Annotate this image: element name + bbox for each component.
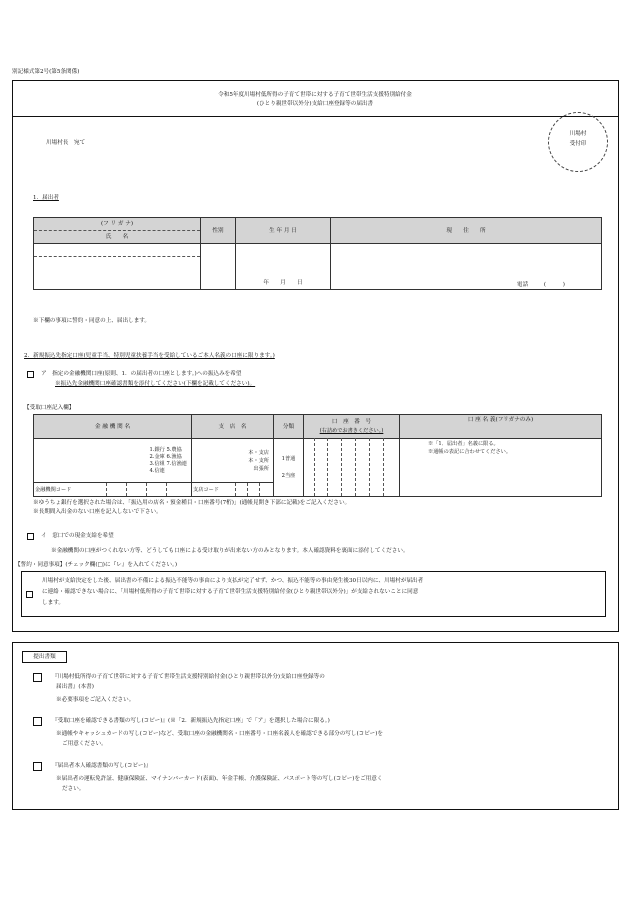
section2-heading: 2．新規振込先指定口座(児童手当、特別児童扶養手当を受給しているご本人名義の口座に限ります。) (24, 353, 275, 359)
option-i-checkbox[interactable] (27, 533, 34, 540)
bank-type-3: 3.信組 (149, 460, 165, 467)
doc2-note1: ※通帳やキャッシュカードの写し(コピー)など、受取口座の金融機関名・口座番号・口座名義人を確認できる部分の写し(コピー)を (56, 731, 384, 737)
branch-input[interactable] (192, 439, 274, 483)
form-code: 別記様式第2号(第5条関係) (12, 69, 80, 75)
receive-heading: 【受取口座記入欄】 (24, 405, 75, 411)
addressee: 川場村長 宛て (46, 140, 86, 146)
pledge-heading: 【誓約・同意事項】(チェック欄(□)に『レ』を入れてください。) (15, 562, 178, 568)
form-title-line2: (ひとり親世帯以外分)支給口座登録等の届出書 (256, 101, 374, 107)
bank-type-5: 5.農協 (166, 446, 182, 453)
seal-label-2: 受付印 (569, 141, 587, 147)
holder-note-1: ※「1．届出者」名義に限る。 (428, 441, 499, 447)
doc1-checkbox[interactable] (33, 673, 42, 682)
holder-header: 口 座 名 義(フリガナのみ) (400, 415, 602, 439)
section1-heading: 1．届出者 (33, 195, 59, 201)
doc1-note: ※必要事項をご記入ください。 (56, 697, 135, 703)
bank-header: 金 融 機 関 名 (34, 415, 192, 439)
bank-code-sep (106, 483, 107, 496)
account-header (304, 415, 400, 439)
branch-code-cell[interactable] (192, 483, 274, 497)
doc1-line1: 『川場村低所得の子育て世帯に対する子育て世帯生活支援特別給付金(ひとり親世帯以外分)支給口座登録等の (52, 674, 325, 680)
documents-frame (12, 642, 619, 810)
doc1-line2: 届出書』(本書) (56, 684, 94, 690)
account-label: 口 座 番 号 (331, 418, 372, 425)
option-a-checkbox[interactable] (27, 371, 34, 378)
branch-type-shuchojo: 出張所 (253, 465, 269, 472)
doc2-line1: 『受取口座を確認できる書類の写し(コピー)』(※「2．新規振込先指定口座」で「ア」を選択した場合に限る。) (52, 718, 330, 724)
doc3-checkbox[interactable] (33, 762, 42, 771)
option-i-note: ※金融機関の口座がつくれない方等、どうしても口座による受け取りが出来ない方のみとなります。本人確認資料を裏面に添付してください。 (51, 548, 409, 554)
bank-type-list (150, 447, 188, 475)
furigana-input[interactable] (34, 244, 200, 257)
account-digit-sep (341, 438, 342, 496)
branch-type-list (248, 449, 269, 473)
pledge-text-1: 川場村が支給決定をした後、届出書の不備による振込不能等の事由により支払が完了せず、かつ、振込不能等の事由発生後30日以内に、川場村が届出者 (42, 578, 424, 584)
address-header: 現 住 所 (331, 218, 602, 244)
bank-type-1: 1.銀行 (149, 446, 165, 453)
branch-type-honshisho: 本・支所 (248, 457, 269, 464)
branch-code-label: 支店コード (193, 486, 219, 493)
birth-header: 生 年 月 日 (236, 218, 331, 244)
option-i-label: イ 窓口での現金支給を希望 (41, 533, 114, 539)
branch-type-honshiten: 本・支店 (248, 449, 269, 456)
seal-label-1: 川場村 (569, 131, 587, 137)
holder-input[interactable] (400, 439, 602, 497)
name-label: 氏 名 (105, 234, 129, 240)
documents-heading: 提出書類 (33, 654, 56, 660)
phone-label: 電話 (516, 282, 529, 288)
pledge-note: ※下欄の事項に誓約・同意の上、届出します。 (33, 318, 151, 324)
doc3-line1: 『届出者本人確認書類の写し(コピー)』 (52, 763, 152, 769)
account-number-input[interactable] (304, 439, 400, 497)
yucho-note: ※ゆうちょ銀行を選択された場合は、「振込用の店名・預金種目・口座番号(7桁)」(通帳見開き下部に記載)をご記入ください。 (33, 500, 351, 506)
birth-input[interactable] (236, 244, 331, 290)
account-digit-sep (383, 438, 384, 496)
pledge-text-3: します。 (42, 600, 64, 606)
account-type-futsu: 1普通 (281, 455, 296, 462)
option-a-label: ア 指定の金融機関口座(原則、1．の届出者の口座とします。)への振込みを希望 (41, 371, 242, 377)
phone-paren: ( ) (543, 282, 565, 288)
bank-code-label: 金融機関コード (35, 486, 72, 493)
doc2-checkbox[interactable] (33, 717, 42, 726)
account-digit-sep (369, 438, 370, 496)
longterm-note: ※長期間入出金のない口座を記入しないで下さい。 (33, 509, 162, 515)
doc3-note2: ださい。 (62, 786, 85, 792)
bank-code-sep (126, 483, 127, 496)
bank-code-sep (146, 483, 147, 496)
birth-ymd: 年 月 日 (263, 280, 303, 286)
bank-code-sep (166, 483, 167, 496)
bank-type-4: 4.信連 (149, 467, 165, 474)
type-header: 分類 (274, 415, 304, 439)
pledge-text-2: に連絡・確認できない場合に、「川場村低所得の子育て世帯に対する子育て世帯生活支援特別給付金(ひとり親世帯以外分)」が支給されないことに同意 (42, 589, 419, 595)
account-digit-sep (327, 438, 328, 496)
doc2-note2: ご用意ください。 (62, 741, 107, 747)
account-type-toza: 2当座 (281, 472, 296, 479)
pledge-checkbox[interactable] (26, 591, 33, 598)
name-header-cell (34, 218, 201, 244)
account-table (33, 414, 602, 497)
bank-input[interactable] (34, 439, 192, 483)
gender-input[interactable] (201, 244, 236, 290)
address-input[interactable] (331, 244, 602, 290)
bank-code-cell[interactable] (34, 483, 192, 497)
title-divider (12, 116, 619, 117)
account-sub-label: (右詰めでお書きください。) (319, 427, 384, 434)
bank-type-2: 2.金庫 (149, 453, 165, 460)
bank-type-6: 6.漁協 (166, 453, 182, 460)
form-title-line1: 令和5年度川場村低所得の子育て世帯に対する子育て世帯生活支援特別給付金 (218, 92, 412, 98)
gender-header: 性別 (201, 218, 236, 244)
applicant-table (33, 217, 602, 290)
name-input[interactable] (34, 257, 200, 289)
option-a-note: ※振込先金融機関口座確認書類を添付してください(下欄を記載してください)。 (55, 381, 256, 387)
branch-header: 支 店 名 (192, 415, 274, 439)
bank-type-7: 7.信漁連 (166, 460, 187, 467)
branch-code-sep (235, 483, 236, 496)
branch-code-sep (259, 483, 260, 496)
account-type-cell[interactable] (274, 439, 304, 497)
name-input-cell[interactable] (34, 244, 201, 290)
account-digit-sep (314, 438, 315, 496)
holder-note-2: ※通帳の表記に合わせてください。 (428, 449, 512, 455)
branch-code-sep (247, 483, 248, 496)
furigana-label: (フ リ ガ ナ) (34, 218, 200, 231)
account-digit-sep (355, 438, 356, 496)
doc3-note1: ※届出者の運転免許証、健康保険証、マイナンバーカード(表面)、年金手帳、介護保険証、パスポート等の写し(コピー)をご用意く (56, 776, 383, 782)
